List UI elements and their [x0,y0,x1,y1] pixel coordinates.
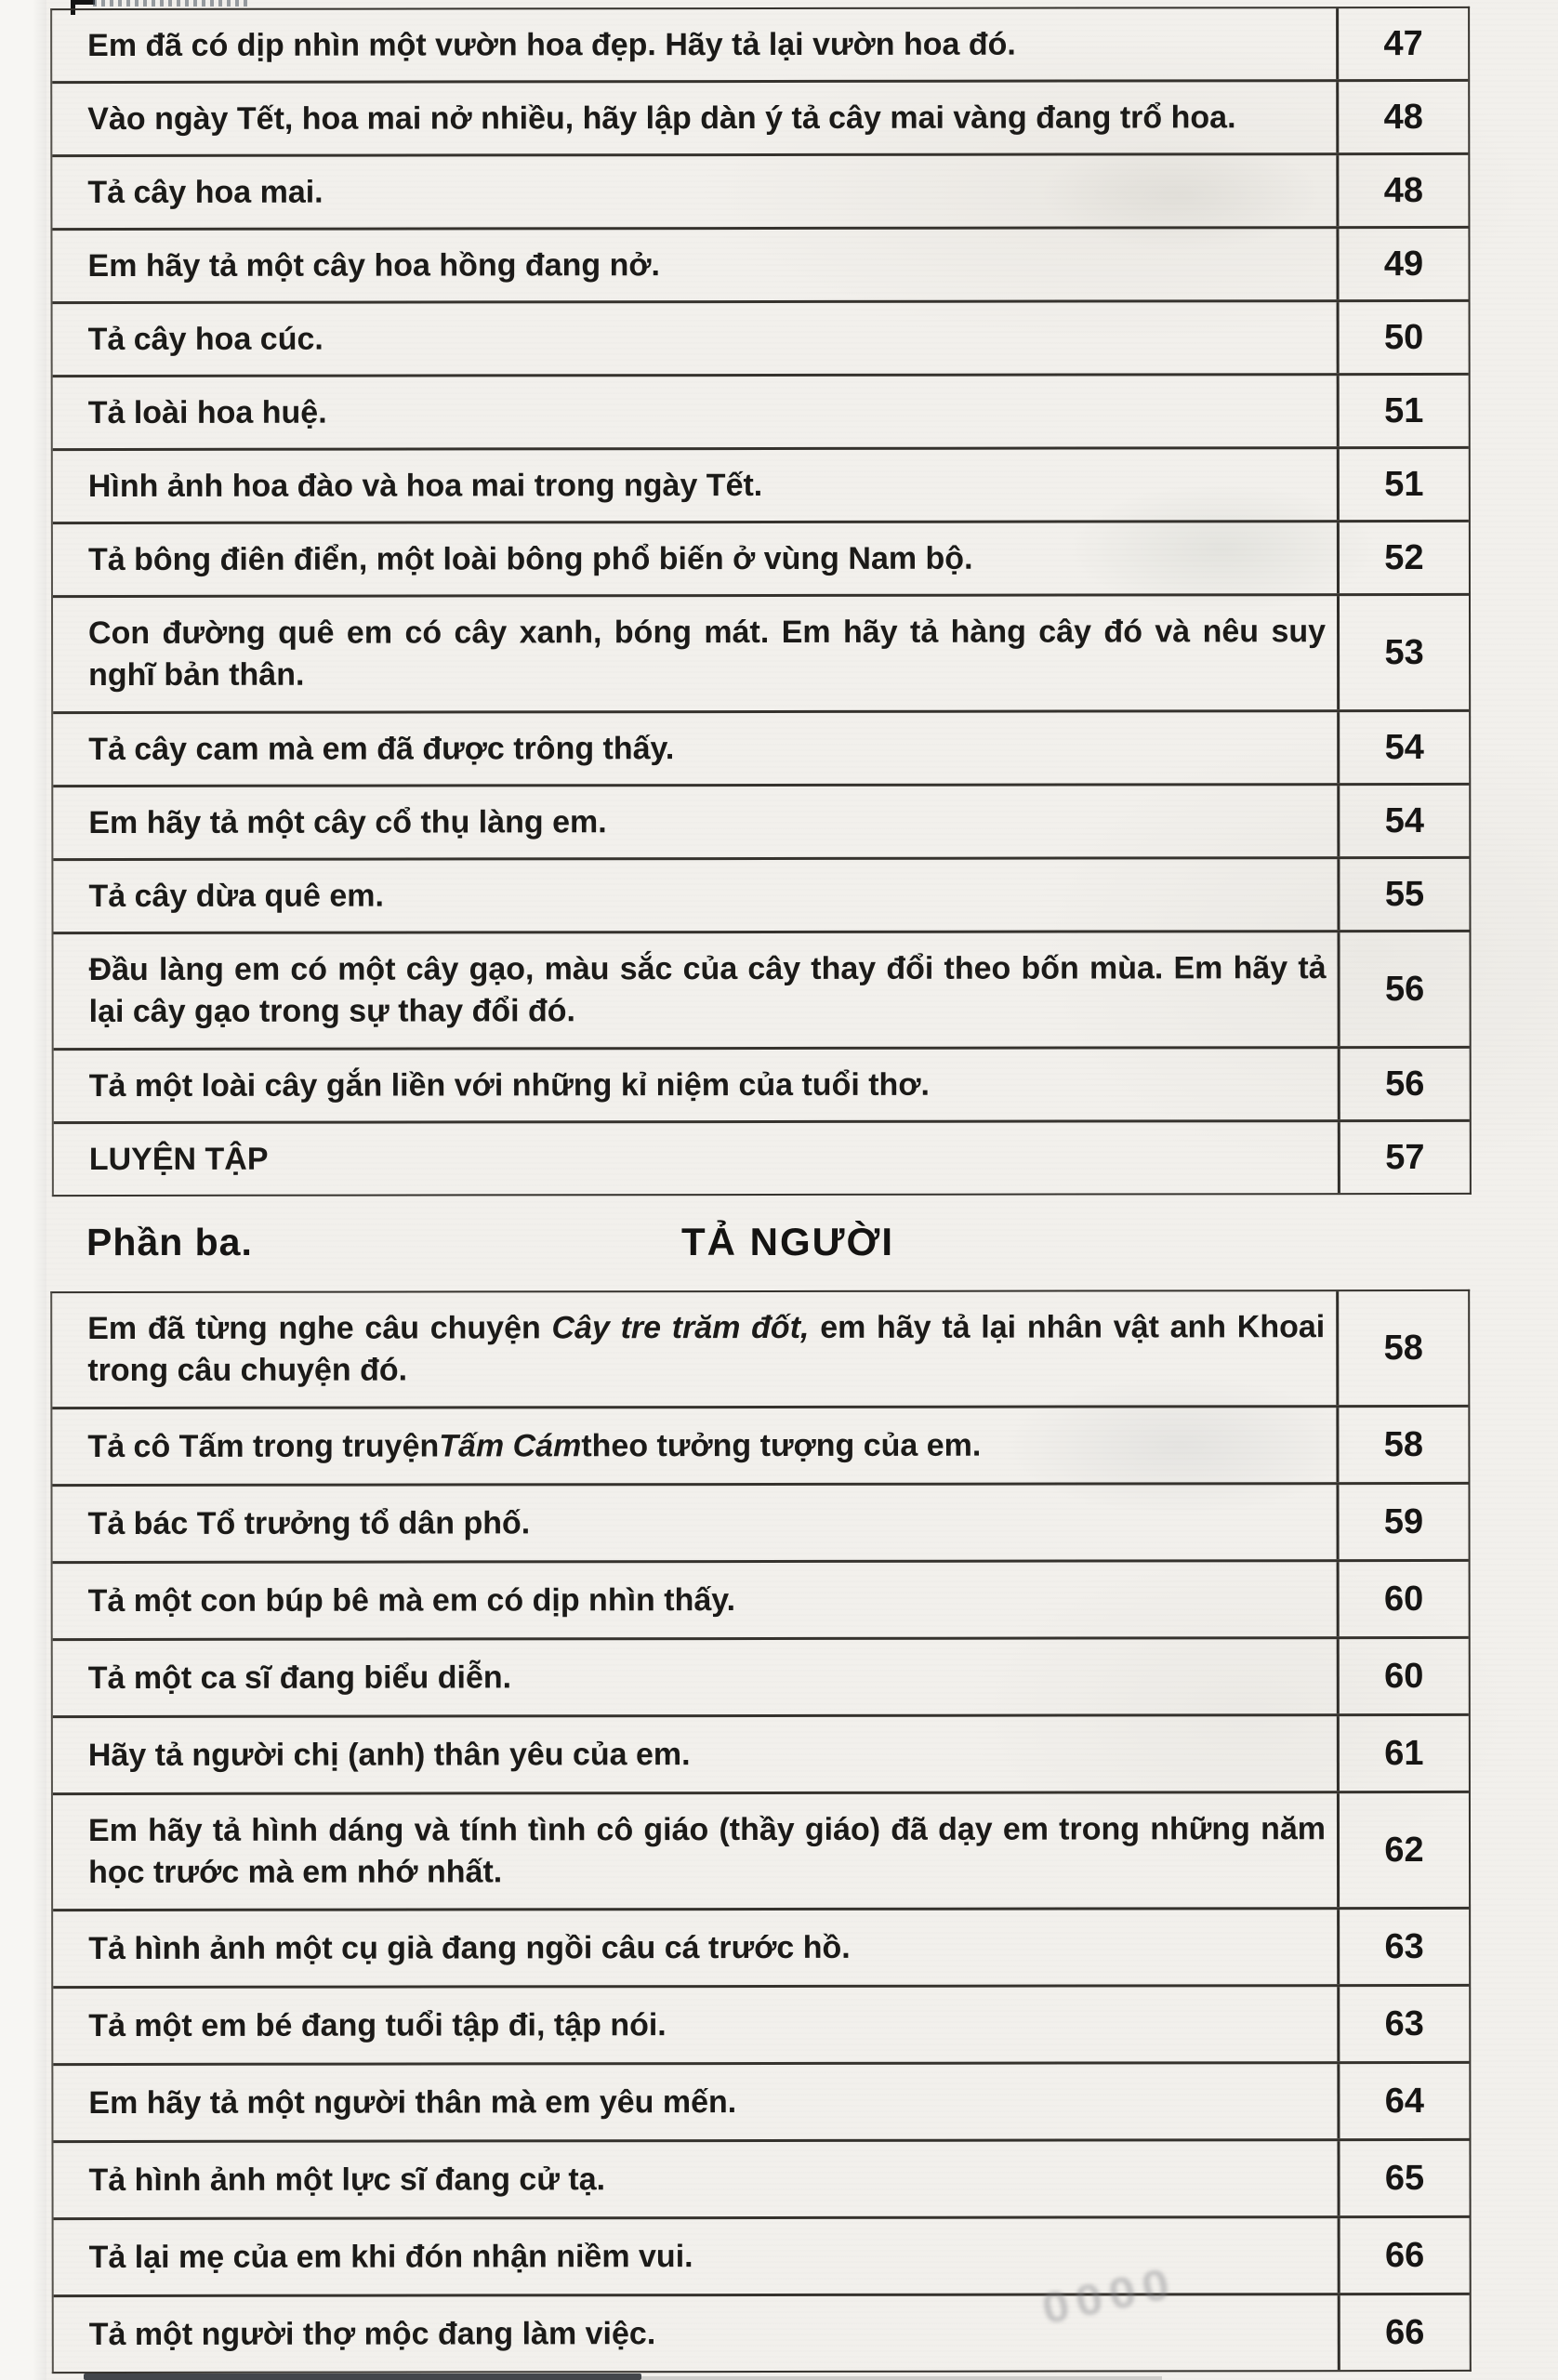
toc-item-page-number: 54 [1337,786,1469,856]
toc-row [54,2215,1470,2294]
toc-item-page-number: 65 [1337,2141,1469,2215]
toc-item-title: Tả một em bé đang tuổi tập đi, tập nói. [88,2006,667,2043]
section-header [51,1196,1471,1289]
toc-table-part3 [50,1289,1472,2373]
toc-item-title: Tả hình ảnh một cụ già đang ngồi câu cá trước hồ. [88,1929,851,1966]
scan-stripe-artifact [93,0,251,7]
toc-item-page-number: 60 [1337,1639,1469,1713]
toc-item-page-number: 47 [1336,8,1468,79]
toc-row [53,1791,1469,1909]
toc-item-title: Tả một con búp bê mà em có dịp nhìn thấy. [87,1581,736,1619]
scan-left-margin [0,0,46,2380]
toc-item-page-number: 63 [1337,1910,1469,1984]
toc-item-page-number: 58 [1336,1291,1468,1405]
toc-item-title: Đầu làng em có một cây gạo, màu sắc của cây thay đổi theo bốn mùa. Em hãy tả lại cây gạo trong sự thay đổi đó. [88,950,1327,1030]
toc-item-title: Hãy tả người chị (anh) thân yêu của em. [87,1736,691,1773]
toc-item-page-number: 53 [1337,596,1469,709]
toc-item-page-number: 58 [1336,1408,1468,1482]
toc-item-page-number: 56 [1337,932,1469,1046]
toc-item-page-number: 59 [1336,1485,1468,1559]
toc-item-title: Vào ngày Tết, hoa mai nở nhiều, hãy lập dàn ý tả cây mai vàng đang trổ hoa. [87,99,1236,137]
toc-item-title: Tả một ca sĩ đang biểu diễn. [87,1659,512,1696]
toc-item-page-number: 52 [1337,522,1469,593]
toc-row [53,520,1469,595]
toc-item-page-number: 54 [1337,712,1469,783]
toc-row [52,1291,1468,1407]
bleed-through-artifact: 0000 [1037,2257,1181,2334]
toc-row [54,1046,1470,1121]
toc-row [53,373,1469,448]
toc-item-page-number: 60 [1337,1562,1469,1636]
toc-row [53,783,1469,858]
toc-row [53,1636,1469,1715]
toc-item-page-number: 61 [1337,1716,1469,1791]
toc-row [52,152,1468,228]
toc-row [52,1405,1468,1484]
toc-item-page-number: 63 [1337,1987,1469,2061]
section-title: TẢ NGƯỜI [681,1220,894,1263]
toc-item-page-number: 56 [1338,1049,1470,1119]
toc-item-title: LUYỆN TẬP [88,1141,269,1177]
toc-item-page-number: 51 [1337,376,1469,446]
toc-row [53,299,1469,375]
toc-item-title: Em hãy tả một cây cổ thụ làng em. [88,803,607,840]
toc-item-page-number: 64 [1337,2064,1469,2138]
toc-item-page-number: 48 [1336,82,1468,152]
toc-item-title: Tả bông điên điển, một loài bông phổ biến ở vùng Nam bộ. [87,540,973,577]
toc-item-title: Em hãy tả một cây hoa hồng đang nở. [87,246,661,284]
toc-row [53,593,1469,711]
toc-item-title: Em đã có dịp nhìn một vườn hoa đẹp. Hãy tả lại vườn hoa đó. [87,26,1016,63]
toc-item-title: Tả hình ảnh một lực sĩ đang cử tạ. [88,2161,606,2198]
toc-item-title: Tả bác Tổ trưởng tổ dân phố. [87,1504,531,1541]
toc-item-title: Em đã từng nghe câu chuyện Cây tre trăm đốt, em hãy tả lại nhân vật anh Khoai trong câu chuyện đó. [87,1309,1326,1389]
toc-row [53,856,1469,932]
toc-row [54,1119,1470,1195]
toc-item-title: Tả cô Tấm trong truyện Tấm Cám theo tưởng tượng của em. [87,1427,982,1464]
toc-item-title: Tả cây cam mà em đã được trông thấy. [88,730,675,767]
toc-row [52,1482,1468,1561]
toc-item-title: Hình ảnh hoa đào và hoa mai trong ngày Tết. [87,467,763,504]
toc-item-page-number: 55 [1337,859,1469,930]
toc-row [53,2061,1469,2140]
toc-row [53,1984,1469,2063]
section-part-label: Phần ba. [86,1220,253,1263]
toc-row [52,226,1468,301]
toc-row [53,709,1469,785]
toc-item-title: Con đường quê em có cây xanh, bóng mát. Em hãy tả hàng cây đó và nêu suy nghĩ bản thân. [88,614,1327,694]
toc-row [53,446,1469,522]
toc-row [53,1713,1469,1792]
toc-item-page-number: 51 [1337,449,1469,520]
toc-item-page-number: 49 [1336,229,1468,299]
toc-row [53,930,1469,1048]
toc-row [53,1559,1469,1638]
toc-table-part2 [50,7,1472,1197]
toc-row [52,79,1468,154]
toc-item-page-number: 66 [1338,2218,1470,2293]
toc-item-title: Em hãy tả một người thân mà em yêu mến. [88,2083,737,2121]
toc-item-title: Tả cây hoa mai. [87,174,323,210]
toc-item-page-number: 57 [1338,1122,1470,1193]
toc-item-title: Tả một người thợ mộc đang làm việc. [88,2315,656,2352]
toc-item-title: Tả cây dừa quê em. [88,878,384,914]
toc-item-title: Tả cây hoa cúc. [87,321,323,357]
toc-row [54,2293,1470,2372]
scan-bottom-edge-artifact [641,2376,1162,2380]
toc-item-title: Tả loài hoa huệ. [87,394,327,430]
toc-row [52,8,1468,81]
scan-bottom-edge-artifact [84,2373,641,2380]
toc-item-title: Tả lại mẹ của em khi đón nhận niềm vui. [88,2238,693,2275]
toc-item-title: Tả một loài cây gắn liền với những kỉ niệm của tuổi thơ. [88,1066,930,1104]
toc-row [53,1907,1469,1986]
toc-item-page-number: 50 [1337,302,1469,373]
toc-item-page-number: 48 [1336,155,1468,226]
toc-item-page-number: 66 [1338,2295,1470,2370]
toc-item-page-number: 62 [1337,1793,1469,1907]
toc-row [53,2138,1469,2217]
toc-item-title: Em hãy tả hình dáng và tính tình cô giáo (thầy giáo) đã dạy em trong những năm học trước mà em nhớ nhất. [87,1811,1327,1891]
